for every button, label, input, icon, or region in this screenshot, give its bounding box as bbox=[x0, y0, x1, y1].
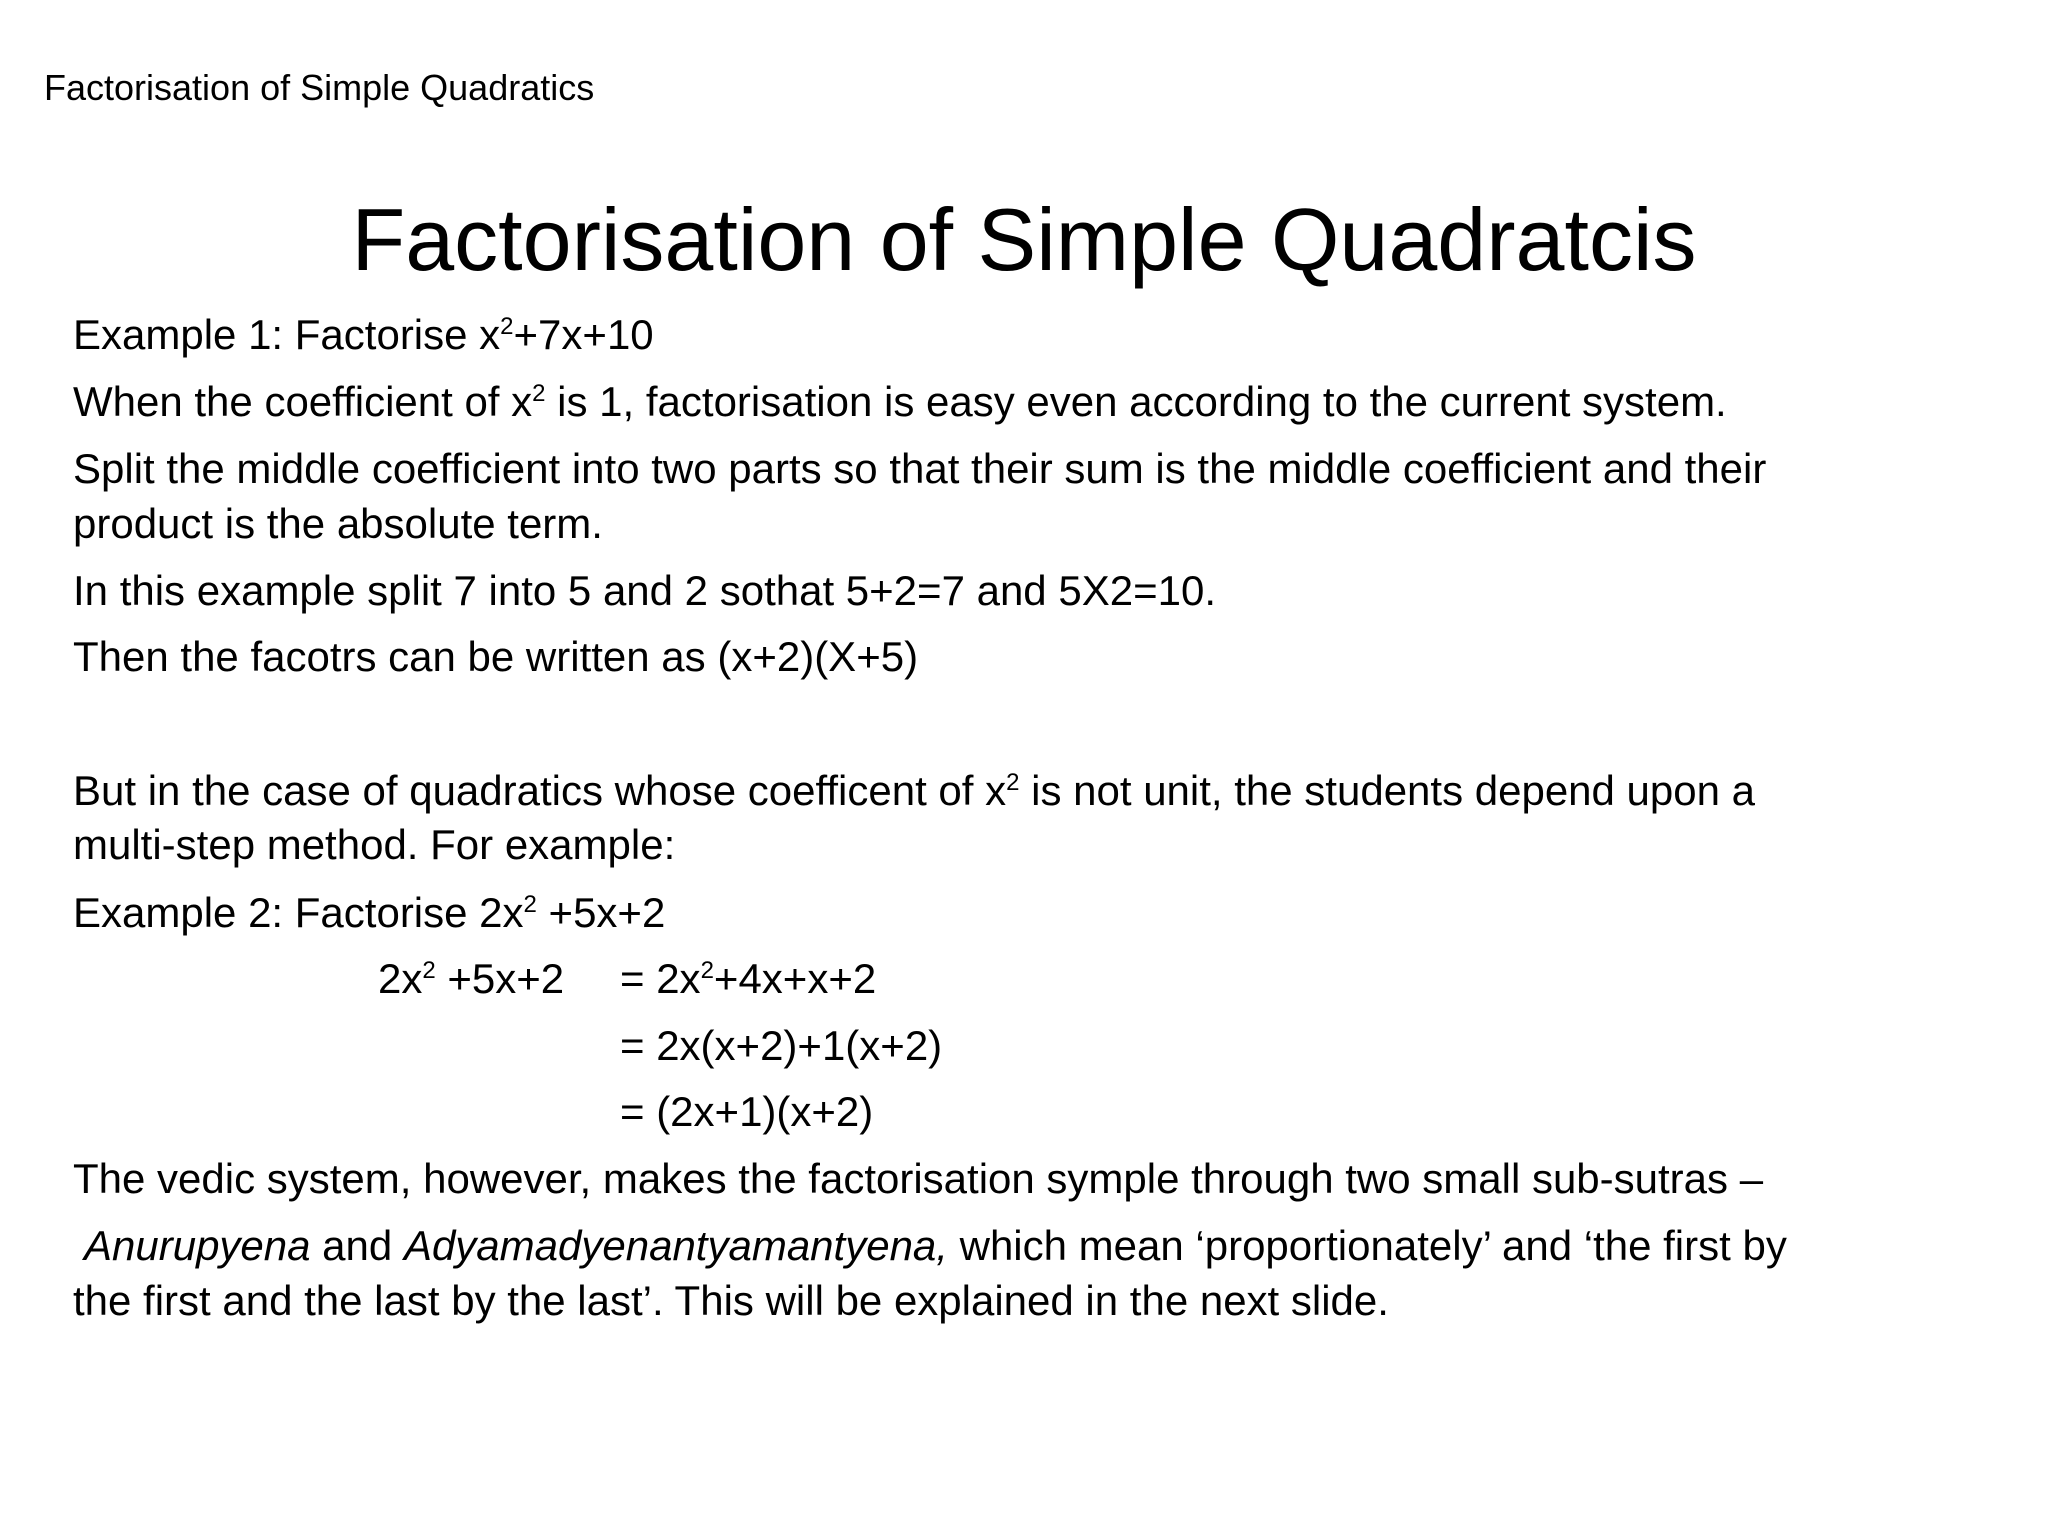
working-step-2: = 2x(x+2)+1(x+2) bbox=[620, 1022, 943, 1069]
exponent: 2 bbox=[532, 380, 546, 407]
exponent: 2 bbox=[523, 891, 537, 918]
example-1-text: Example 1: Factorise x bbox=[73, 311, 501, 358]
working-lhs bbox=[378, 952, 564, 1006]
paragraph-text: When the coefficient of x bbox=[73, 378, 533, 425]
paragraph-text: is not unit, the students depend upon a bbox=[1019, 767, 1756, 814]
example-2-heading bbox=[73, 886, 665, 940]
paragraph-vedic-line-1: The vedic system, however, makes the factorisation symple through two small sub-sutras – bbox=[73, 1155, 1764, 1202]
paragraph-factors: Then the facotrs can be written as (x+2)(X+5) bbox=[73, 633, 919, 680]
working-step-3: = (2x+1)(x+2) bbox=[620, 1088, 874, 1135]
slide-title: Factorisation of Simple Quadratcis bbox=[351, 190, 1697, 289]
working-step-text: = 2x bbox=[620, 955, 701, 1002]
sutra-term-adyamadyenantyamantyena: Adyamadyenantyamantyena, bbox=[403, 1222, 948, 1269]
slide-header: Factorisation of Simple Quadratics bbox=[44, 67, 595, 108]
paragraph-text: and bbox=[310, 1222, 404, 1269]
paragraph-text: which mean ‘proportionately’ and ‘the first by bbox=[947, 1222, 1787, 1269]
exponent: 2 bbox=[500, 313, 514, 340]
paragraph-text: is 1, factorisation is easy even according to the current system. bbox=[545, 378, 1727, 425]
exponent: 2 bbox=[1006, 769, 1020, 796]
example-2-expression: +5x+2 bbox=[536, 889, 666, 936]
paragraph-split-line-1: Split the middle coefficient into two parts so that their sum is the middle coefficient and their bbox=[73, 445, 1767, 492]
paragraph-split-line-2: product is the absolute term. bbox=[73, 500, 603, 547]
exponent: 2 bbox=[700, 957, 714, 984]
paragraph-text: But in the case of quadratics whose coefficent of x bbox=[73, 767, 1007, 814]
working-lhs-rest: +5x+2 bbox=[435, 955, 565, 1002]
paragraph-vedic-line-2 bbox=[84, 1219, 1787, 1273]
example-1-expression: +7x+10 bbox=[513, 311, 654, 358]
example-2-text: Example 2: Factorise 2x bbox=[73, 889, 524, 936]
working-step-1 bbox=[620, 952, 876, 1006]
working-lhs-base: 2x bbox=[378, 955, 423, 1002]
example-1-heading bbox=[73, 308, 654, 362]
sutra-term-anurupyena: Anurupyena bbox=[84, 1222, 311, 1269]
paragraph-coefficient-one bbox=[73, 375, 1727, 429]
working-step-text: +4x+x+2 bbox=[713, 955, 877, 1002]
paragraph-non-unit-line-2: multi-step method. For example: bbox=[73, 821, 676, 868]
paragraph-split-example: In this example split 7 into 5 and 2 sothat 5+2=7 and 5X2=10. bbox=[73, 567, 1216, 614]
exponent: 2 bbox=[422, 957, 436, 984]
paragraph-vedic-line-3: the first and the last by the last’. This will be explained in the next slide. bbox=[73, 1277, 1389, 1324]
paragraph-non-unit-line-1 bbox=[73, 764, 1755, 818]
